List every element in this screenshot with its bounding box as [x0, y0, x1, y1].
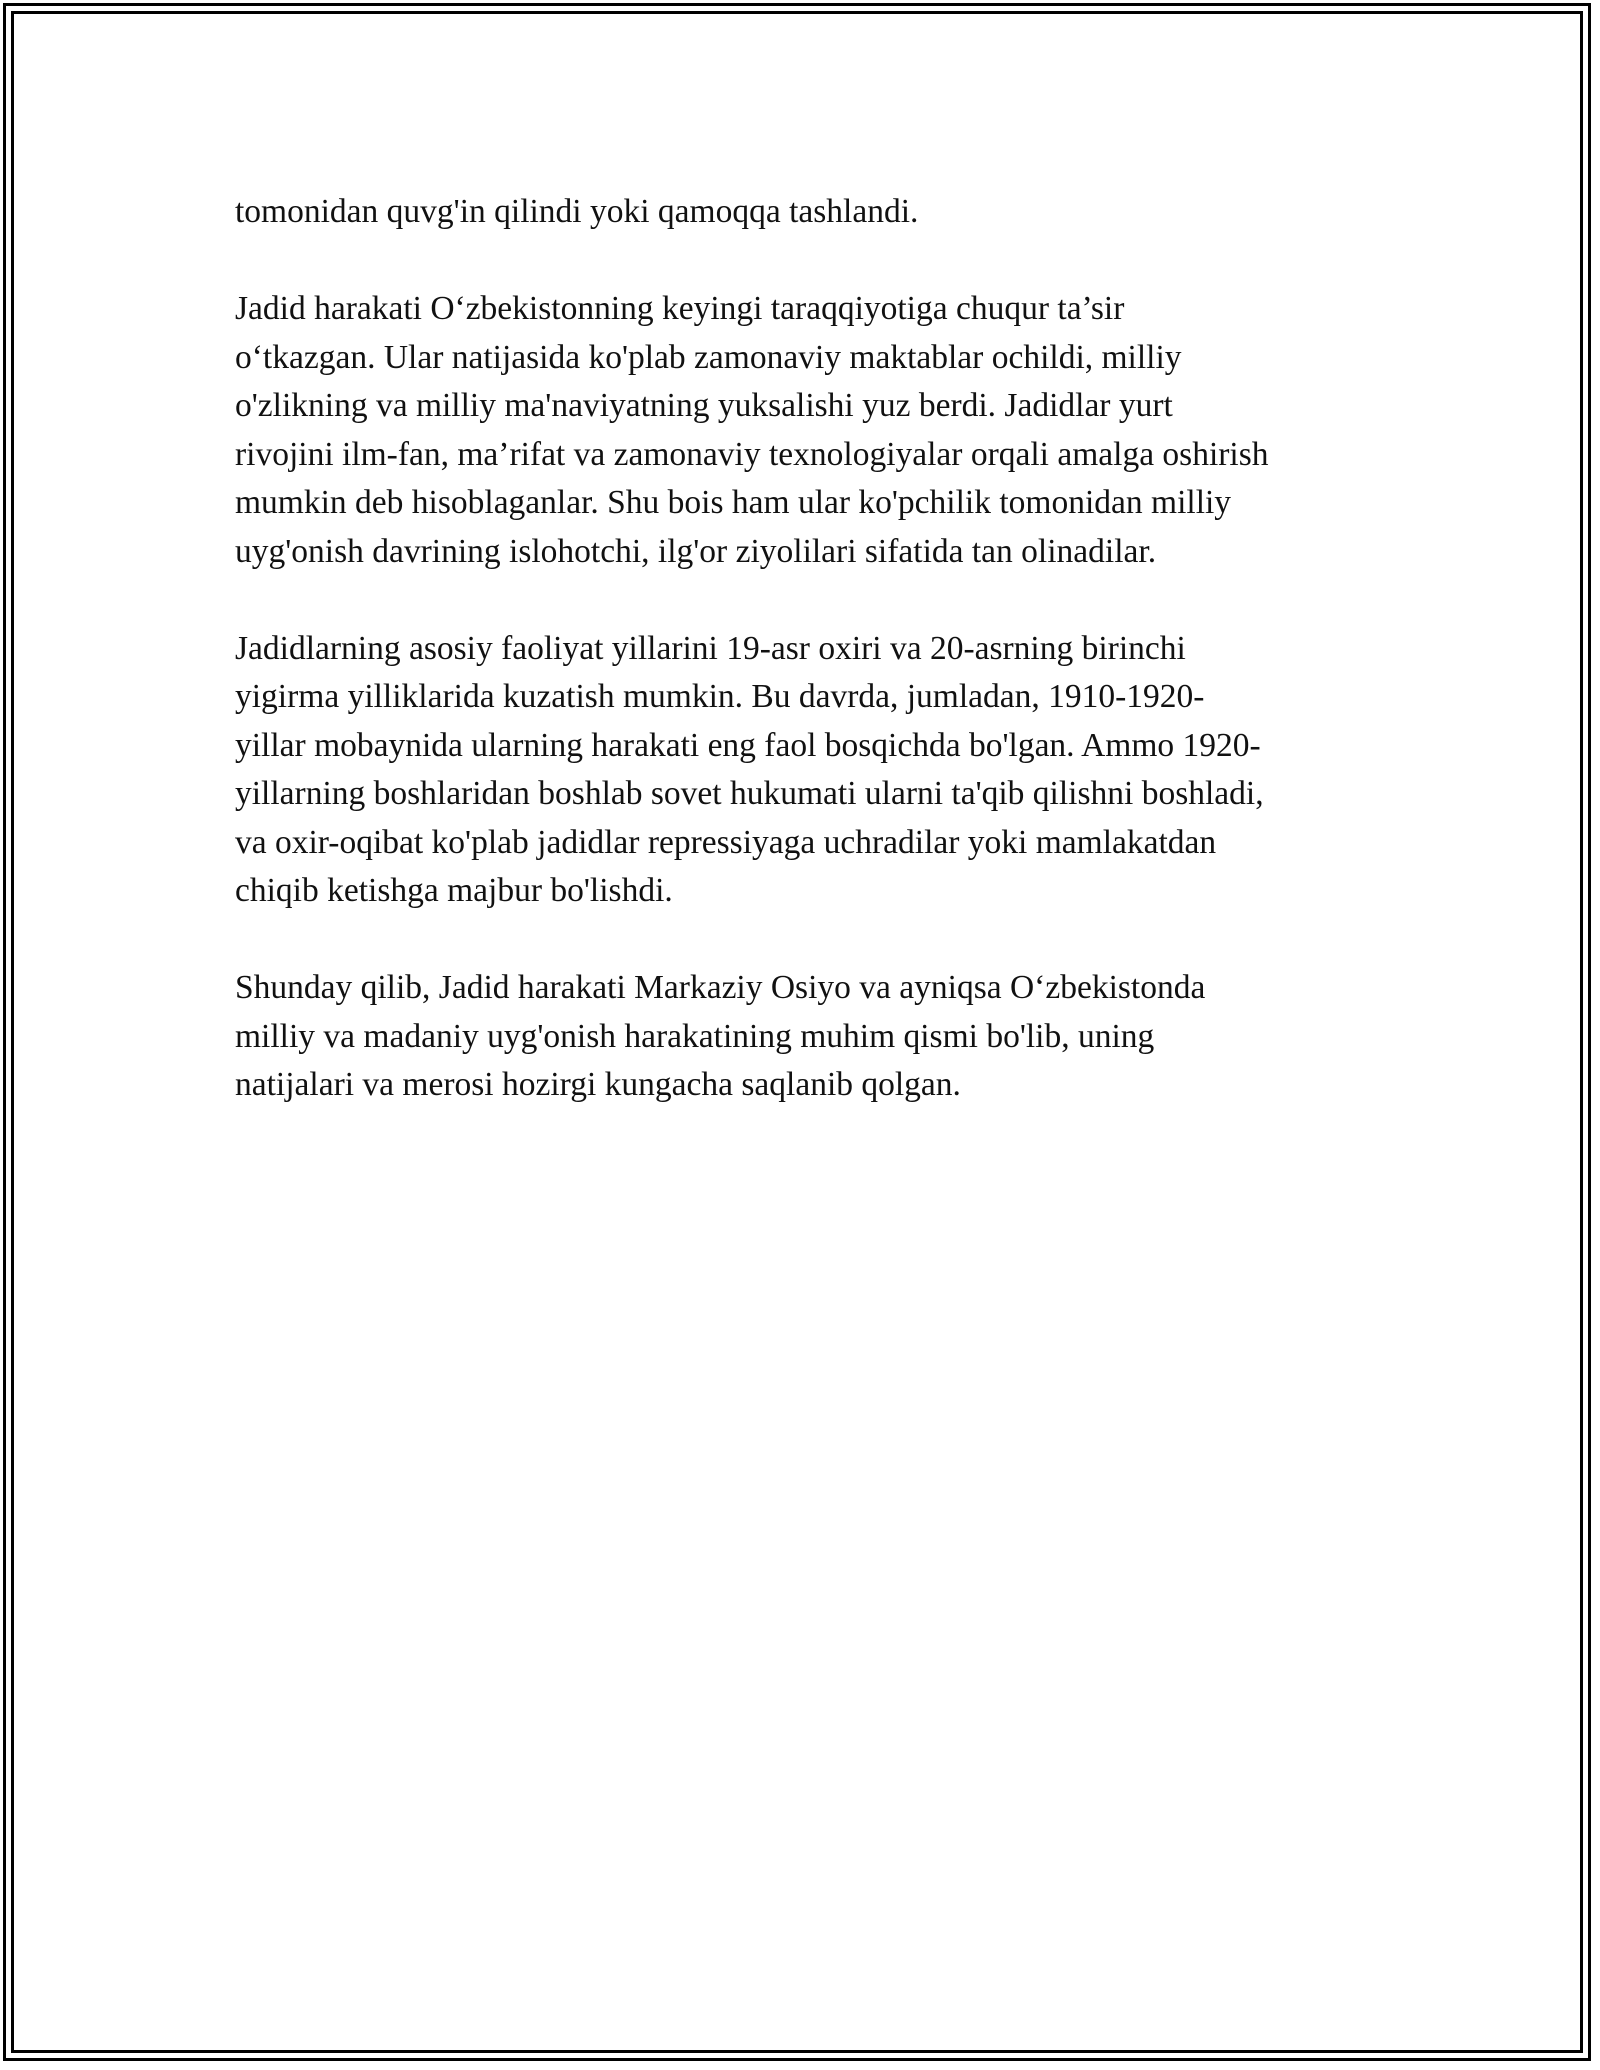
text-line: Jadid harakati O‘zbekistonning keyingi taraqqiyotiga chuqur ta’sir	[235, 290, 1125, 327]
text-line: tomonidan quvg'in qilindi yoki qamoqqa tashlandi.	[235, 193, 919, 230]
text-line: rivojini ilm-fan, ma’rifat va zamonaviy texnologiyalar orqali amalga oshirish	[235, 435, 1269, 473]
text-line: o'zlikning va milliy ma'naviyatning yuksalishi yuz berdi. Jadidlar yurt	[235, 387, 1173, 424]
text-line: uyg'onish davrining islohotchi, ilg'or ziyolilari sifatida tan olinadilar.	[235, 532, 1157, 570]
text-line: va oxir-oqibat ko'plab jadidlar repressiyaga uchradilar yoki mamlakatdan	[235, 823, 1217, 861]
text-line: Jadidlarning asosiy faoliyat yillarini 19-asr oxiri va 20-asrning birinchi	[235, 629, 1186, 667]
text-line: mumkin deb hisoblaganlar. Shu bois ham ular ko'pchilik tomonidan milliy	[235, 484, 1232, 521]
text-line: yillar mobaynida ularning harakati eng faol bosqichda bo'lgan. Ammo 1920-	[235, 726, 1261, 764]
paragraph-2	[235, 285, 1375, 576]
paragraph-1	[235, 188, 1375, 237]
text-line: yigirma yilliklarida kuzatish mumkin. Bu davrda, jumladan, 1910-1920-	[235, 678, 1205, 715]
paragraph-4	[235, 964, 1375, 1110]
text-line: o‘tkazgan. Ular natijasida ko'plab zamonaviy maktablar ochildi, milliy	[235, 338, 1182, 376]
document-body	[235, 188, 1375, 1158]
text-line: yillarning boshlaridan boshlab sovet hukumati ularni ta'qib qilishni boshladi,	[235, 775, 1264, 812]
text-line: natijalari va merosi hozirgi kungacha saqlanib qolgan.	[235, 1066, 961, 1103]
text-line: chiqib ketishga majbur bo'lishdi.	[235, 872, 673, 909]
text-line: milliy va madaniy uyg'onish harakatining muhim qismi bo'lib, uning	[235, 1017, 1155, 1055]
paragraph-3	[235, 625, 1375, 916]
text-line: Shunday qilib, Jadid harakati Markaziy Osiyo va ayniqsa O‘zbekistonda	[235, 969, 1206, 1006]
